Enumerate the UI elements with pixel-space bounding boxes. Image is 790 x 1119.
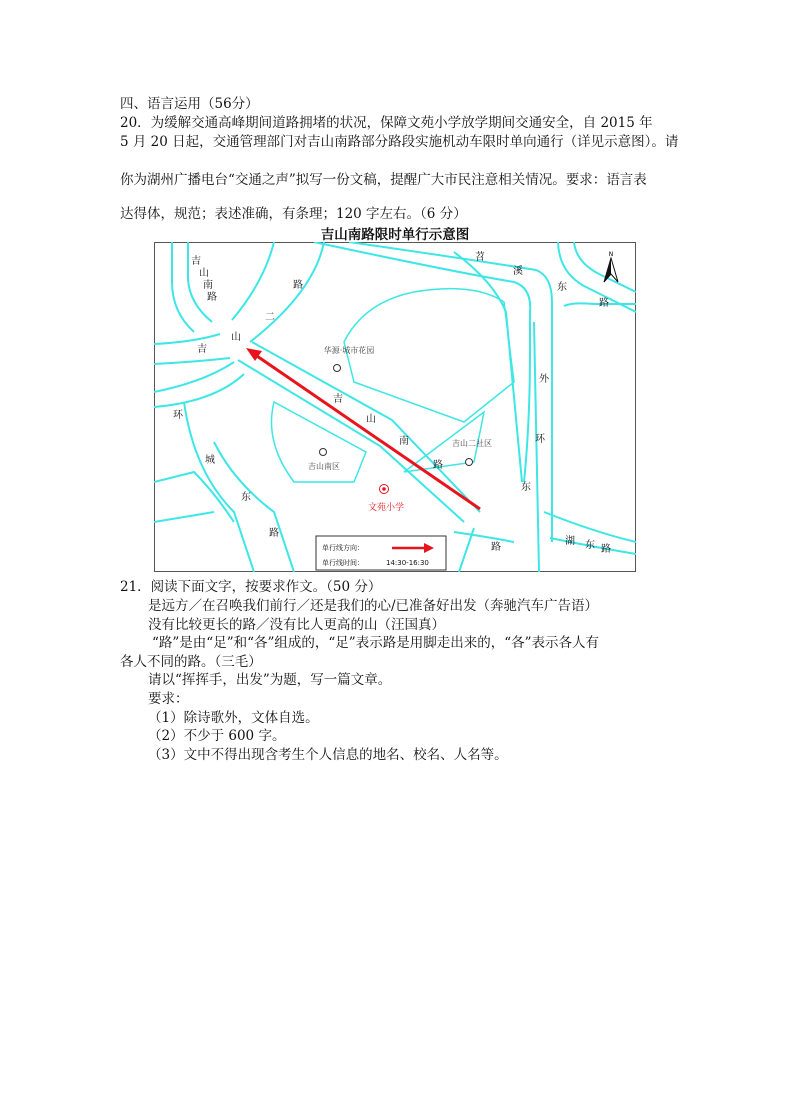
road-label-waihuan-1: 外 [539, 374, 549, 385]
q21-requirement-1: （1）除诗歌外，文体自选。 [148, 710, 319, 726]
q21-requirement-2: （2）不少于 600 字。 [148, 728, 286, 744]
jishan-er-district-label: 吉山二社区 [452, 439, 492, 448]
q20-line-1: 20．为缓解交通高峰期间道路拥堵的状况，保障文苑小学放学期间交通安全，自 2015 年 [120, 115, 653, 131]
legend-direction-label: 单行线方向： [322, 544, 364, 552]
q21-requirement-3: （3）文中不得出现含考生个人信息的地名、校名、人名等。 [148, 747, 508, 763]
road-label-jishan-south-4: 路 [207, 292, 217, 303]
q21-quote-1: 是远方／在召唤我们前行／还是我们的心/已准备好出发（奔驰汽车广告语） [148, 598, 599, 614]
legend-time-label: 单行线时间： [322, 559, 364, 567]
road-label-waihuan-2: 环 [535, 434, 545, 445]
svg-text:N: N [608, 251, 614, 258]
road-label-tiaoxi-3: 东 [557, 282, 567, 293]
route-map [154, 242, 636, 572]
q20-line-2: 5 月 20 日起，交通管理部门对吉山南路部分路段实施机动车限时单向通行（详见示意图）。请 [120, 134, 679, 150]
legend [316, 536, 446, 570]
q21-requirements-title: 要求： [148, 691, 189, 707]
q21-quote-3b: 各人不同的路。（三毛） [120, 654, 262, 670]
road-label-tiaoxi-4: 路 [599, 298, 609, 309]
legend-time-value: 14:30-16:30 [386, 559, 429, 567]
road-label-waihuan-4: 路 [491, 542, 501, 553]
q21-line-1: 21．阅读下面文字，按要求作文。（50 分） [120, 579, 382, 595]
huayuan-marker [334, 365, 341, 372]
road-label-huan-2: 城 [205, 455, 215, 466]
road-label-jishan-west-1: 吉 [197, 344, 207, 355]
road-label-tiaoxi-1: 苕 [475, 252, 485, 263]
road-label-main-2: 山 [366, 414, 376, 425]
road-label-hu-1: 湖 [565, 536, 575, 547]
road-label-huan-1: 环 [173, 410, 183, 421]
road-label-huan-4: 路 [269, 528, 279, 539]
road-label-jishan-south-2: 山 [199, 268, 209, 279]
road-label-jishan-west-2: 山 [231, 332, 241, 343]
map-title: 吉山南路限时单行示意图 [320, 227, 470, 243]
road-label-er-1: 二 [265, 312, 275, 323]
q21-quote-3a: “路”是由“足”和“各”组成的，“足”表示路是用脚走出来的，“各”表示各人有 [152, 635, 600, 651]
road-label-jishan-south-3: 南 [203, 280, 213, 291]
road-label-tiaoxi-2: 溪 [513, 266, 523, 277]
huayuan-label: 华源·城市花园 [323, 346, 375, 355]
road-label-hu-3: 路 [601, 544, 611, 555]
q21-quote-2: 没有比较更长的路／没有比人更高的山（汪国真） [148, 617, 445, 633]
q20-line-4: 达得体，规范；表述准确，有条理；120 字左右。（6 分） [120, 206, 467, 222]
road-label-main-1: 吉 [333, 394, 343, 405]
section-title: 四、语言运用（56分） [120, 96, 259, 112]
road-label-hu-2: 东 [585, 540, 595, 551]
jishan-er-district-marker [466, 459, 473, 466]
road-label-er-2: 路 [293, 280, 303, 291]
q20-line-3: 你为湖州广播电台“交通之声”拟写一份文稿，提醒广大市民注意相关情况。要求：语言表 [120, 172, 647, 188]
road-label-main-3: 南 [399, 436, 409, 447]
school-marker-dot [382, 487, 386, 491]
school-label: 文苑小学 [367, 503, 405, 513]
jishan-nan-district-label: 吉山南区 [308, 462, 340, 471]
q21-prompt: 请以“挥挥手，出发”为题，写一篇文章。 [148, 672, 392, 688]
road-label-jishan-south-1: 吉 [191, 256, 201, 267]
jishan-nan-district-marker [320, 449, 327, 456]
road-label-waihuan-3: 东 [521, 482, 531, 493]
road-label-huan-3: 东 [241, 492, 251, 503]
road-label-main-4: 路 [433, 460, 443, 471]
